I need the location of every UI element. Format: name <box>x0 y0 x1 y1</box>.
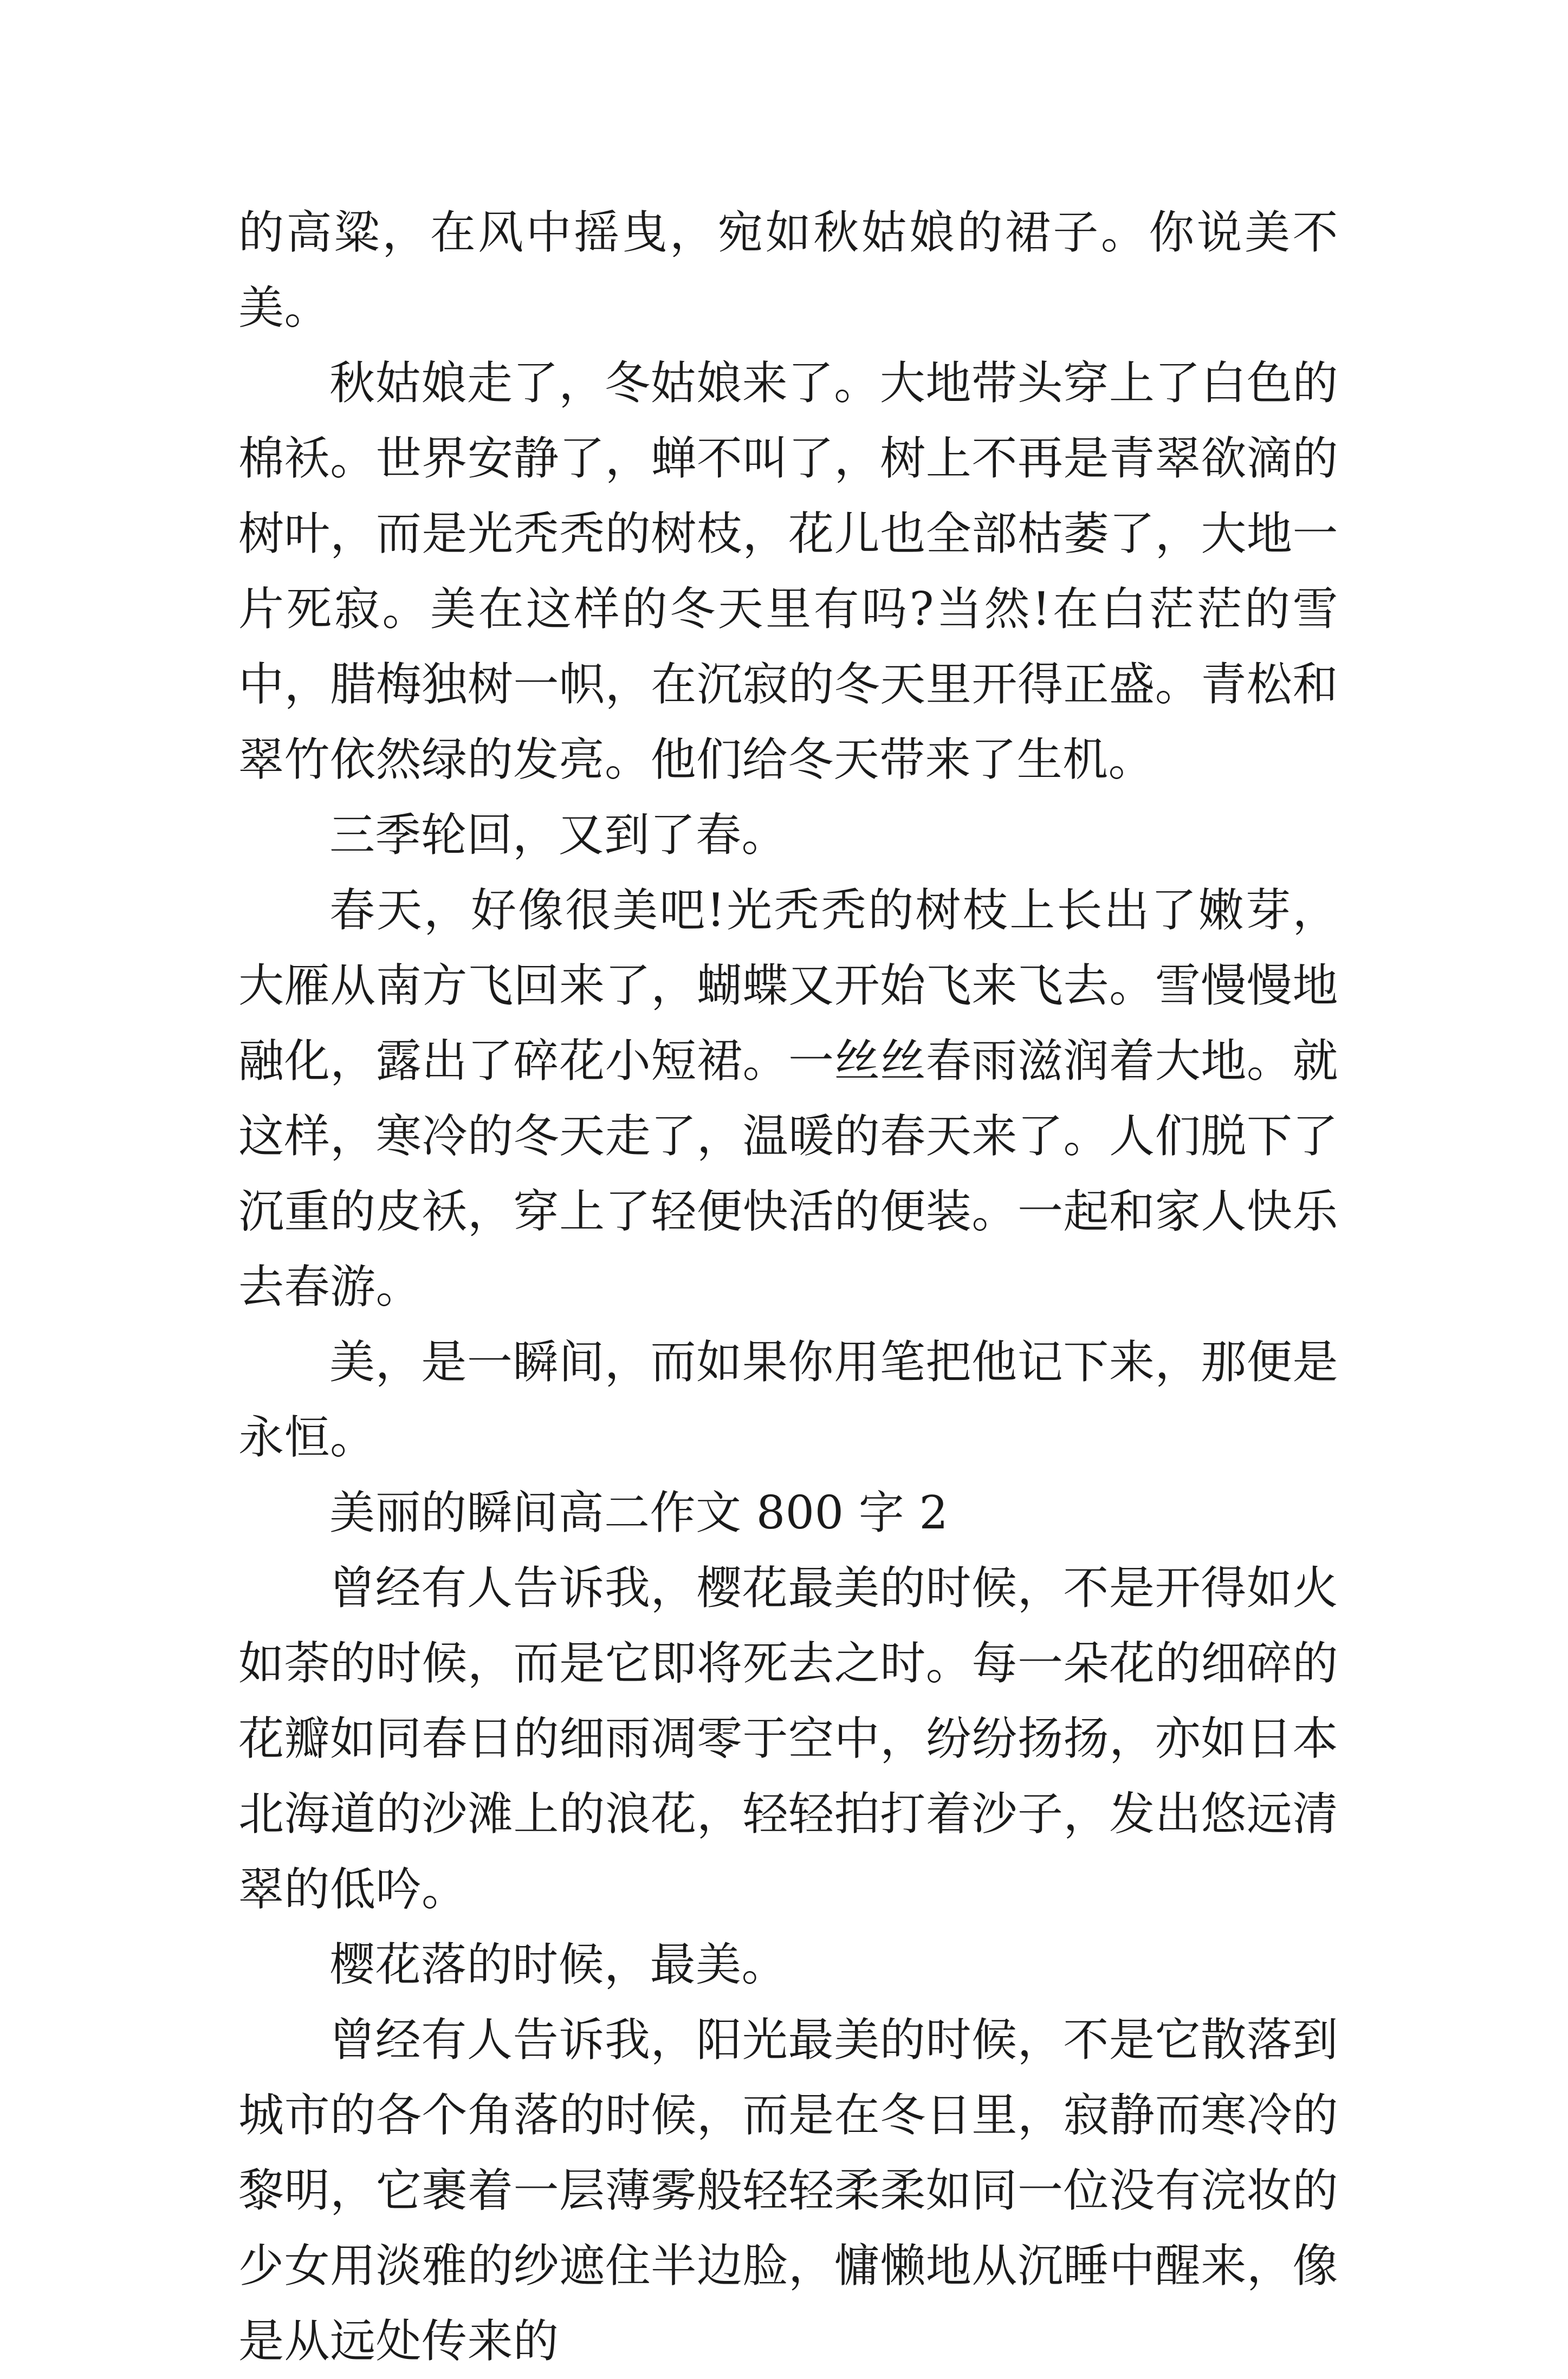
paragraph-1: 的高粱，在风中摇曳，宛如秋姑娘的裙子。你说美不美。 <box>238 206 1338 334</box>
paragraph-2: 秋姑娘走了，冬姑娘来了。大地带头穿上了白色的棉袄。世界安静了，蝉不叫了，树上不再是青翠欲滴的树叶，而是光秃秃的树枝，花儿也全部枯萎了，大地一片死寂。美在这样的冬天里有吗?当然!在白茫茫的雪中，腊梅独树一帜，在沉寂的冬天里开得正盛。青松和翠竹依然绿的发亮。他们给冬天带来了生机。 <box>238 356 1338 786</box>
paragraph-6: 曾经有人告诉我，樱花最美的时候，不是开得如火如荼的时候，而是它即将死去之时。每一朵花的细碎的花瓣如同春日的细雨凋零于空中，纷纷扬扬，亦如日本北海道的沙滩上的浪花，轻轻拍打着沙子，发出悠远清翠的低吟。 <box>238 1561 1338 1916</box>
section-heading: 美丽的瞬间高二作文 800 字 2 <box>329 1486 949 1539</box>
paragraph-4: 春天，好像很美吧!光秃秃的树枝上长出了嫩芽，大雁从南方飞回来了，蝴蝶又开始飞来飞去。雪慢慢地融化，露出了碎花小短裙。一丝丝春雨滋润着大地。就这样，寒冷的冬天走了，温暖的春天来了。人们脱下了沉重的皮袄，穿上了轻便快活的便装。一起和家人快乐去春游。 <box>238 884 1338 1313</box>
paragraph-3: 三季轮回，又到了春。 <box>329 808 788 861</box>
paragraph-8: 曾经有人告诉我，阳光最美的时候，不是它散落到城市的各个角落的时候，而是在冬日里，寂静而寒冷的黎明，它裹着一层薄雾般轻轻柔柔如同一位没有浣妆的少女用淡雅的纱遮住半边脸，慵懒地从沉睡中醒来，像是从远处传来的 <box>238 2013 1338 2368</box>
body-text <box>238 195 1338 2379</box>
paragraph-5: 美，是一瞬间，而如果你用笔把他记下来，那便是永恒。 <box>238 1336 1338 1464</box>
paragraph-7: 樱花落的时候，最美。 <box>329 1938 788 1991</box>
